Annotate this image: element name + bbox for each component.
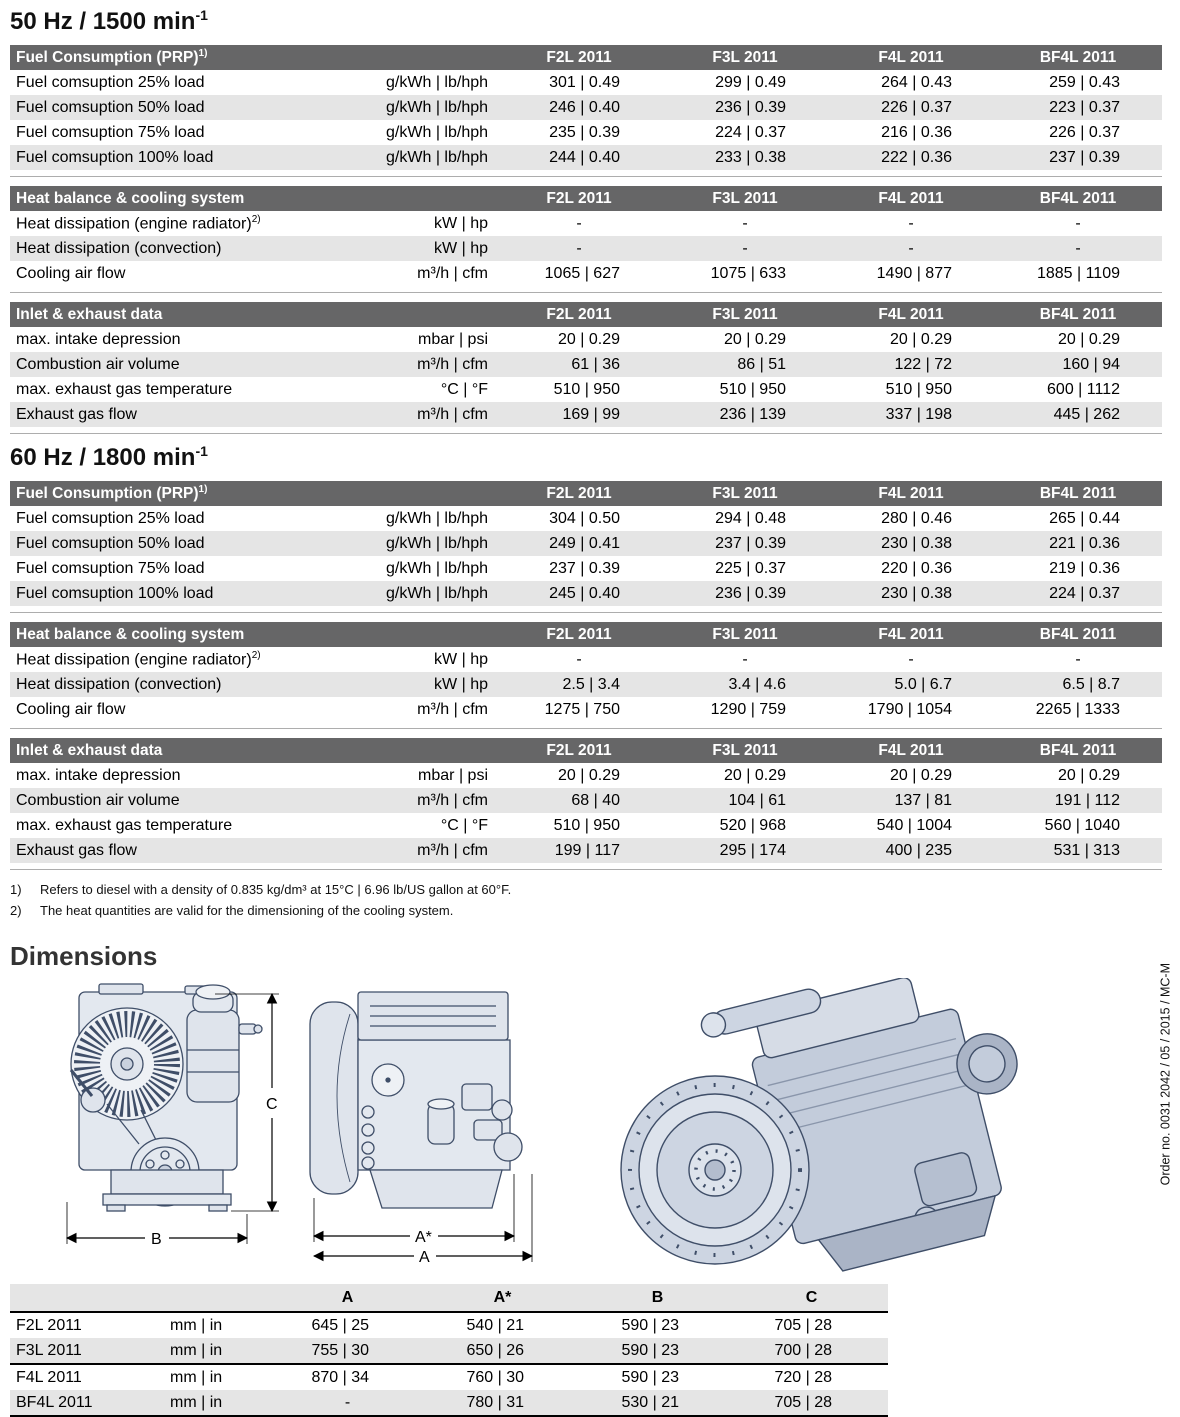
row-label: Fuel comsuption 50% load — [16, 98, 205, 116]
spec-row — [10, 327, 1162, 352]
spec-row — [10, 236, 1162, 261]
cell-value: 236 | 139 — [719, 405, 786, 423]
cell-value: 169 | 99 — [562, 405, 620, 423]
cell-value: 1075 | 633 — [710, 264, 786, 282]
dimension-a-star-label: A* — [415, 1229, 432, 1246]
cell-value: 20 | 0.29 — [1058, 766, 1120, 784]
cell-value: 510 | 950 — [885, 380, 952, 398]
cell-value: 540 | 1004 — [876, 816, 952, 834]
cell-value: 219 | 0.36 — [1049, 559, 1121, 577]
cell-value: 520 | 968 — [719, 816, 786, 834]
dims-row — [10, 1312, 888, 1338]
row-label: Heat dissipation (engine radiator)$^{2)}$ — [16, 649, 261, 669]
spec-row — [10, 531, 1162, 556]
engine-drawings — [10, 978, 1162, 1280]
dims-value: 870 | 34 — [311, 1368, 369, 1386]
cell-value: 233 | 0.38 — [715, 148, 787, 166]
cell-value: - — [908, 650, 914, 668]
oil-sump — [370, 1170, 502, 1208]
column-header-model: BF4L 2011 — [994, 302, 1162, 327]
row-units: g/kWh | lb/hph — [386, 534, 489, 552]
cell-value: 3.4 | 4.6 — [728, 675, 786, 693]
dims-units: mm | in — [170, 1338, 270, 1364]
section-50hz — [10, 7, 1162, 434]
row-label: Combustion air volume — [16, 355, 180, 373]
cell-value: 160 | 94 — [1062, 355, 1120, 373]
cell-value: 301 | 0.49 — [549, 73, 621, 91]
row-label: Combustion air volume — [16, 791, 180, 809]
cell-value: 1490 | 877 — [876, 264, 952, 282]
cell-value: - — [576, 239, 582, 257]
cell-value: 223 | 0.37 — [1049, 98, 1121, 116]
row-units: m³/h | cfm — [417, 791, 488, 809]
column-header-model: F2L 2011 — [496, 622, 662, 647]
cell-value: 237 | 0.39 — [715, 534, 787, 552]
cell-value: - — [742, 239, 748, 257]
spec-table — [10, 622, 1162, 722]
cell-value: 264 | 0.43 — [881, 73, 953, 91]
table-header-row — [10, 45, 1162, 70]
cell-value: 304 | 0.50 — [549, 509, 621, 527]
cell-value: 510 | 950 — [553, 816, 620, 834]
row-units: m³/h | cfm — [417, 841, 488, 859]
column-header-model: F4L 2011 — [828, 302, 994, 327]
spec-row — [10, 697, 1162, 722]
cell-value: 226 | 0.37 — [1049, 123, 1121, 141]
cell-value: 199 | 117 — [554, 841, 620, 859]
cell-value: 230 | 0.38 — [881, 534, 953, 552]
cell-value: 265 | 0.44 — [1049, 509, 1121, 527]
cell-value: 299 | 0.49 — [715, 73, 787, 91]
table-divider — [10, 433, 1162, 434]
row-units: g/kWh | lb/hph — [386, 73, 489, 91]
spec-row — [10, 70, 1162, 95]
cell-value: - — [576, 650, 582, 668]
cell-value: 86 | 51 — [737, 355, 786, 373]
cell-value: - — [576, 214, 582, 232]
cell-value: 230 | 0.38 — [881, 584, 953, 602]
row-units: °C | °F — [440, 380, 488, 398]
cell-value: 224 | 0.37 — [715, 123, 787, 141]
cell-value: 68 | 40 — [571, 791, 620, 809]
footnote: 1) Refers to diesel with a density of 0.835 kg/dm³ at 15°C | 6.96 lb/US gallon at 60°F. — [10, 882, 512, 897]
dims-value: 540 | 21 — [466, 1316, 524, 1334]
cell-value: 61 | 36 — [571, 355, 620, 373]
cell-value: - — [1075, 214, 1081, 232]
column-header-model: F2L 2011 — [496, 481, 662, 506]
cell-value: 5.0 | 6.7 — [894, 675, 952, 693]
page-content — [10, 0, 1162, 1417]
cell-value: 222 | 0.36 — [881, 148, 953, 166]
cell-value: 20 | 0.29 — [1058, 330, 1120, 348]
dims-column-header: B — [580, 1284, 735, 1312]
cell-value: 236 | 0.39 — [715, 584, 787, 602]
cell-value: 531 | 313 — [1053, 841, 1120, 859]
row-units: m³/h | cfm — [417, 405, 488, 423]
table-title: Inlet & exhaust data — [10, 302, 496, 327]
section-heading: 60 Hz / 1800 $\min^{-1}$ — [10, 443, 208, 471]
column-header-model: F2L 2011 — [496, 186, 662, 211]
cell-value: 237 | 0.39 — [549, 559, 621, 577]
air-cleaner — [187, 985, 262, 1102]
cell-value: 1790 | 1054 — [867, 700, 952, 718]
row-units: g/kWh | lb/hph — [386, 584, 489, 602]
column-header-model: F4L 2011 — [828, 481, 994, 506]
column-header-model: F3L 2011 — [662, 45, 828, 70]
cell-value: 236 | 0.39 — [715, 98, 787, 116]
column-header-model: BF4L 2011 — [994, 481, 1162, 506]
row-units: m³/h | cfm — [417, 264, 488, 282]
cell-value: 20 | 0.29 — [890, 330, 952, 348]
cell-value: 216 | 0.36 — [881, 123, 953, 141]
dimension-a-label: A — [419, 1249, 430, 1266]
table-title: Inlet & exhaust data — [10, 738, 496, 763]
column-header-model: F3L 2011 — [662, 738, 828, 763]
dims-row — [10, 1390, 888, 1416]
row-units: g/kWh | lb/hph — [386, 509, 489, 527]
row-units: kW | hp — [434, 214, 488, 232]
column-header-model: F2L 2011 — [496, 45, 662, 70]
dims-units: mm | in — [170, 1390, 270, 1416]
cell-value: - — [908, 239, 914, 257]
cell-value: 259 | 0.43 — [1049, 73, 1121, 91]
dims-column-header: A — [270, 1284, 425, 1312]
table-header-row — [10, 481, 1162, 506]
cell-value: 225 | 0.37 — [715, 559, 787, 577]
cell-value: 137 | 81 — [894, 791, 952, 809]
cell-value: 20 | 0.29 — [890, 766, 952, 784]
row-label: Fuel comsuption 100% load — [16, 584, 214, 602]
row-units: kW | hp — [434, 650, 488, 668]
dims-value: 780 | 31 — [425, 1390, 580, 1416]
column-header-model: BF4L 2011 — [994, 738, 1162, 763]
cell-value: 400 | 235 — [885, 841, 952, 859]
spec-table — [10, 45, 1162, 170]
cell-value: 510 | 950 — [719, 380, 786, 398]
row-label: Heat dissipation (engine radiator)$^{2)}$ — [16, 213, 261, 233]
iso-flywheel — [621, 1076, 809, 1264]
row-label: Fuel comsuption 50% load — [16, 534, 205, 552]
table-divider — [10, 728, 1162, 729]
dims-value: 645 | 25 — [311, 1316, 369, 1334]
row-label: Exhaust gas flow — [16, 405, 137, 423]
dims-value: 530 | 21 — [580, 1390, 735, 1416]
column-header-model: F4L 2011 — [828, 186, 994, 211]
cell-value: 6.5 | 8.7 — [1062, 675, 1120, 693]
spec-row — [10, 402, 1162, 427]
row-units: mbar | psi — [418, 766, 488, 784]
cell-value: 191 | 112 — [1054, 791, 1120, 809]
cell-value: - — [908, 214, 914, 232]
cell-value: 280 | 0.46 — [881, 509, 953, 527]
spec-row — [10, 352, 1162, 377]
row-label: max. intake depression — [16, 766, 181, 784]
cell-value: 1290 | 759 — [710, 700, 786, 718]
cell-value: 20 | 0.29 — [558, 766, 620, 784]
column-header-model: F3L 2011 — [662, 481, 828, 506]
row-label: max. intake depression — [16, 330, 181, 348]
dims-value: 705 | 28 — [774, 1316, 832, 1334]
cell-value: 1885 | 1109 — [1036, 264, 1120, 282]
table-divider — [10, 176, 1162, 177]
dims-value: 590 | 23 — [621, 1316, 679, 1334]
dims-value: 590 | 23 — [621, 1368, 679, 1386]
row-label: Fuel comsuption 25% load — [16, 73, 205, 91]
engine-iso-view — [621, 978, 1056, 1280]
row-units: °C | °F — [440, 816, 488, 834]
cell-value: 104 | 61 — [728, 791, 786, 809]
dimension-b-label: B — [151, 1231, 162, 1248]
row-label: Fuel comsuption 25% load — [16, 509, 205, 527]
dims-value: 590 | 23 — [580, 1338, 735, 1364]
engine-front-view — [67, 984, 279, 1248]
row-label: Heat dissipation (convection) — [16, 239, 222, 257]
dims-row — [10, 1338, 888, 1364]
cell-value: 20 | 0.29 — [558, 330, 620, 348]
table-title: Heat balance & cooling system — [10, 622, 496, 647]
cell-value: 1065 | 627 — [544, 264, 620, 282]
spec-row — [10, 377, 1162, 402]
table-header-row — [10, 738, 1162, 763]
row-label: max. exhaust gas temperature — [16, 816, 233, 834]
column-header-model: F3L 2011 — [662, 622, 828, 647]
spec-row — [10, 581, 1162, 606]
spec-row — [10, 95, 1162, 120]
cell-value: 245 | 0.40 — [549, 584, 621, 602]
column-header-model: F3L 2011 — [662, 302, 828, 327]
column-header-model: BF4L 2011 — [994, 622, 1162, 647]
footnote: 2) The heat quantities are valid for the dimensioning of the cooling system. — [10, 903, 454, 918]
dims-value: 720 | 28 — [774, 1368, 832, 1386]
spec-row — [10, 647, 1162, 672]
spec-row — [10, 763, 1162, 788]
row-units: g/kWh | lb/hph — [386, 98, 489, 116]
table-title: Heat balance & cooling system — [10, 186, 496, 211]
spec-row — [10, 211, 1162, 236]
dims-column-header: C — [735, 1284, 888, 1312]
dims-header-row — [10, 1284, 888, 1312]
spec-table — [10, 186, 1162, 286]
section-60hz — [10, 443, 1162, 870]
column-header-model: F4L 2011 — [828, 622, 994, 647]
spec-row — [10, 813, 1162, 838]
dims-model: F3L 2011 — [10, 1338, 170, 1364]
column-header-model: BF4L 2011 — [994, 186, 1162, 211]
spec-row — [10, 556, 1162, 581]
table-title: Fuel Consumption (PRP)$^{1)}$ — [10, 481, 496, 506]
cell-value: 2265 | 1333 — [1035, 700, 1120, 718]
spec-row — [10, 788, 1162, 813]
dims-row — [10, 1364, 888, 1390]
cell-value: 221 | 0.36 — [1049, 534, 1121, 552]
footnotes — [10, 879, 1162, 921]
row-units: mbar | psi — [418, 330, 488, 348]
spec-row — [10, 506, 1162, 531]
cell-value: 20 | 0.29 — [724, 766, 786, 784]
dims-value: 760 | 30 — [466, 1368, 524, 1386]
row-label: Cooling air flow — [16, 700, 126, 718]
dims-model: F2L 2011 — [16, 1316, 82, 1334]
row-units: m³/h | cfm — [417, 355, 488, 373]
row-label: Fuel comsuption 75% load — [16, 559, 205, 577]
flywheel-housing — [310, 1002, 358, 1194]
row-label: max. exhaust gas temperature — [16, 380, 233, 398]
column-header-model: F3L 2011 — [662, 186, 828, 211]
dims-units: mm | in — [170, 1316, 223, 1334]
section-heading: 50 Hz / 1500 $\min^{-1}$ — [10, 7, 208, 35]
table-header-row — [10, 302, 1162, 327]
row-units: kW | hp — [434, 675, 488, 693]
column-header-model: F4L 2011 — [828, 45, 994, 70]
cell-value: - — [742, 214, 748, 232]
order-number: Order no. 0031 2042 / 05 / 2015 / MC-M — [1158, 963, 1172, 1186]
engine-side-view — [310, 992, 532, 1266]
cell-value: 560 | 1040 — [1044, 816, 1120, 834]
column-header-model: F2L 2011 — [496, 302, 662, 327]
row-units: kW | hp — [434, 239, 488, 257]
row-label: Fuel comsuption 100% load — [16, 148, 214, 166]
cell-value: - — [1075, 650, 1081, 668]
cell-value: 224 | 0.37 — [1049, 584, 1121, 602]
row-label: Exhaust gas flow — [16, 841, 137, 859]
table-divider — [10, 612, 1162, 613]
cell-value: 237 | 0.39 — [1049, 148, 1121, 166]
dims-model: F4L 2011 — [16, 1368, 82, 1386]
spec-row — [10, 261, 1162, 286]
spec-row — [10, 838, 1162, 863]
cell-value: 600 | 1112 — [1047, 380, 1120, 398]
column-header-model: BF4L 2011 — [994, 45, 1162, 70]
table-header-row — [10, 186, 1162, 211]
cell-value: 20 | 0.29 — [724, 330, 786, 348]
cell-value: 246 | 0.40 — [549, 98, 621, 116]
dims-model: BF4L 2011 — [10, 1390, 170, 1416]
spec-row — [10, 120, 1162, 145]
spec-table — [10, 481, 1162, 606]
row-label: Fuel comsuption 75% load — [16, 123, 205, 141]
dims-value: 705 | 28 — [735, 1390, 888, 1416]
row-units: g/kWh | lb/hph — [386, 123, 489, 141]
column-header-model: F4L 2011 — [828, 738, 994, 763]
dims-column-header: A* — [425, 1284, 580, 1312]
cell-value: 1275 | 750 — [544, 700, 620, 718]
dimension-c-label: C — [266, 1096, 278, 1113]
cell-value: 2.5 | 3.4 — [562, 675, 620, 693]
cell-value: 249 | 0.41 — [549, 534, 621, 552]
cell-value: 337 | 198 — [885, 405, 952, 423]
spec-row — [10, 145, 1162, 170]
table-divider — [10, 869, 1162, 870]
dims-value: - — [270, 1390, 425, 1416]
table-divider — [10, 292, 1162, 293]
row-units: g/kWh | lb/hph — [386, 559, 489, 577]
spec-table — [10, 738, 1162, 863]
cylinder-cover — [358, 992, 508, 1040]
dims-value: 650 | 26 — [425, 1338, 580, 1364]
engine-drawings-svg — [10, 978, 1162, 1280]
row-units: g/kWh | lb/hph — [386, 148, 489, 166]
cell-value: 294 | 0.48 — [715, 509, 787, 527]
cell-value: 445 | 262 — [1053, 405, 1120, 423]
row-units: m³/h | cfm — [417, 700, 488, 718]
row-label: Cooling air flow — [16, 264, 126, 282]
row-label: Heat dissipation (convection) — [16, 675, 222, 693]
column-header-model: F2L 2011 — [496, 738, 662, 763]
cell-value: 244 | 0.40 — [549, 148, 621, 166]
dims-value: 700 | 28 — [735, 1338, 888, 1364]
table-title: Fuel Consumption (PRP)$^{1)}$ — [10, 45, 496, 70]
dims-value: 755 | 30 — [270, 1338, 425, 1364]
cell-value: 226 | 0.37 — [881, 98, 953, 116]
cell-value: - — [742, 650, 748, 668]
cell-value: 122 | 72 — [894, 355, 952, 373]
front-base — [103, 1170, 231, 1211]
cell-value: 510 | 950 — [553, 380, 620, 398]
spec-row — [10, 672, 1162, 697]
dims-units: mm | in — [170, 1368, 223, 1386]
spec-table — [10, 302, 1162, 427]
table-header-row — [10, 622, 1162, 647]
cell-value: - — [1075, 239, 1081, 257]
cell-value: 235 | 0.39 — [549, 123, 621, 141]
cell-value: 295 | 174 — [719, 841, 786, 859]
dimensions-table — [10, 1284, 888, 1417]
cell-value: 220 | 0.36 — [881, 559, 953, 577]
dimensions-heading: Dimensions — [10, 941, 158, 971]
